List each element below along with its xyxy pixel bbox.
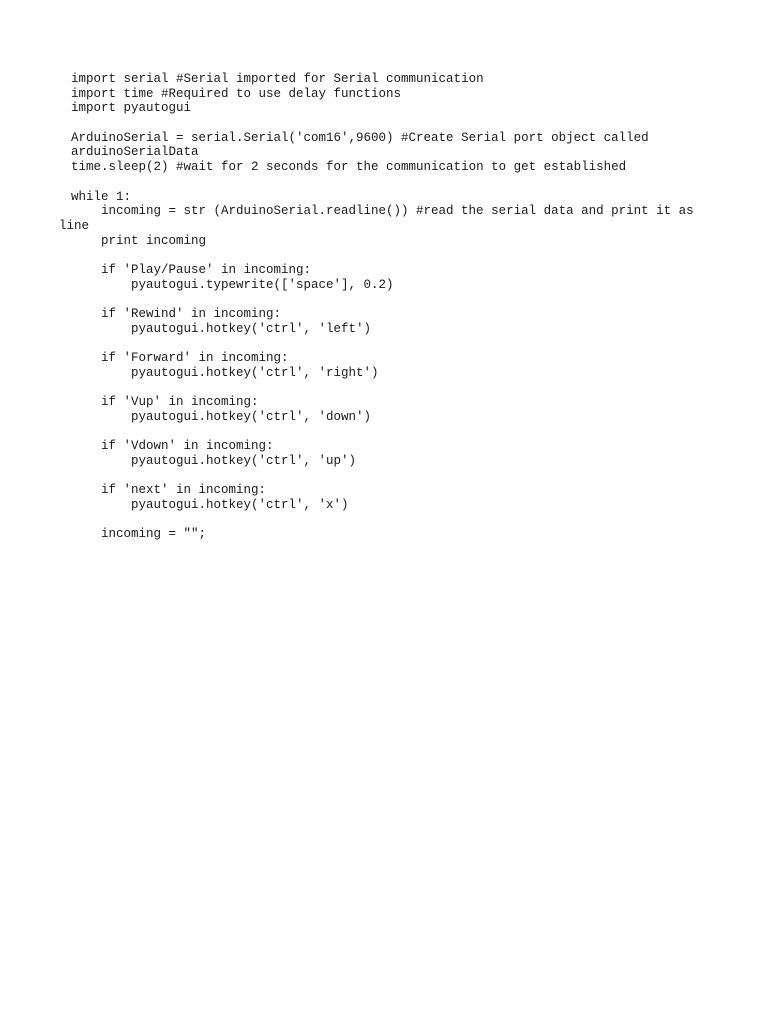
blank-line xyxy=(71,425,711,440)
code-line-import-pyautogui: import pyautogui xyxy=(71,101,192,116)
code-line-if-next: if 'next' in incoming: xyxy=(101,483,267,498)
code-line-incoming-read-wrap: line xyxy=(59,218,90,233)
code-line-serial-object: ArduinoSerial = serial.Serial('com16',9600) #Create Serial port object called xyxy=(71,130,649,145)
code-line-hotkey-up: pyautogui.hotkey('ctrl', 'up') xyxy=(131,453,357,468)
blank-line xyxy=(71,175,711,190)
blank-line xyxy=(71,116,711,131)
code-line-hotkey-right: pyautogui.hotkey('ctrl', 'right') xyxy=(131,365,379,380)
code-line-print: print incoming xyxy=(101,233,207,248)
code-listing xyxy=(59,72,711,542)
blank-line xyxy=(71,513,711,528)
code-line-while: while 1: xyxy=(71,189,132,204)
code-line-hotkey-left: pyautogui.hotkey('ctrl', 'left') xyxy=(131,321,372,336)
code-line-if-vup: if 'Vup' in incoming: xyxy=(101,395,259,410)
code-line-if-rewind: if 'Rewind' in incoming: xyxy=(101,307,282,321)
code-line-incoming-reset: incoming = ""; xyxy=(101,527,207,542)
code-line-serial-object-wrap: arduinoSerialData xyxy=(71,145,199,160)
code-line-import-time: import time #Required to use delay functions xyxy=(71,86,402,101)
code-line-hotkey-x: pyautogui.hotkey('ctrl', 'x') xyxy=(131,497,349,512)
code-line-hotkey-down: pyautogui.hotkey('ctrl', 'down') xyxy=(131,409,372,424)
code-line-incoming-read: incoming = str (ArduinoSerial.readline()) #read the serial data and print it as xyxy=(101,204,694,219)
code-line-import-serial: import serial #Serial imported for Serial communication xyxy=(71,72,484,86)
code-line-if-vdown: if 'Vdown' in incoming: xyxy=(101,439,274,454)
code-line-if-play-pause: if 'Play/Pause' in incoming: xyxy=(101,262,312,277)
blank-line xyxy=(71,248,711,263)
code-line-sleep: time.sleep(2) #wait for 2 seconds for the communication to get established xyxy=(71,160,627,175)
blank-line xyxy=(71,336,711,351)
blank-line xyxy=(71,469,711,484)
blank-line xyxy=(71,292,711,307)
code-line-typewrite-space: pyautogui.typewrite(['space'], 0.2) xyxy=(131,277,394,292)
blank-line xyxy=(71,380,711,395)
code-line-if-forward: if 'Forward' in incoming: xyxy=(101,351,289,366)
